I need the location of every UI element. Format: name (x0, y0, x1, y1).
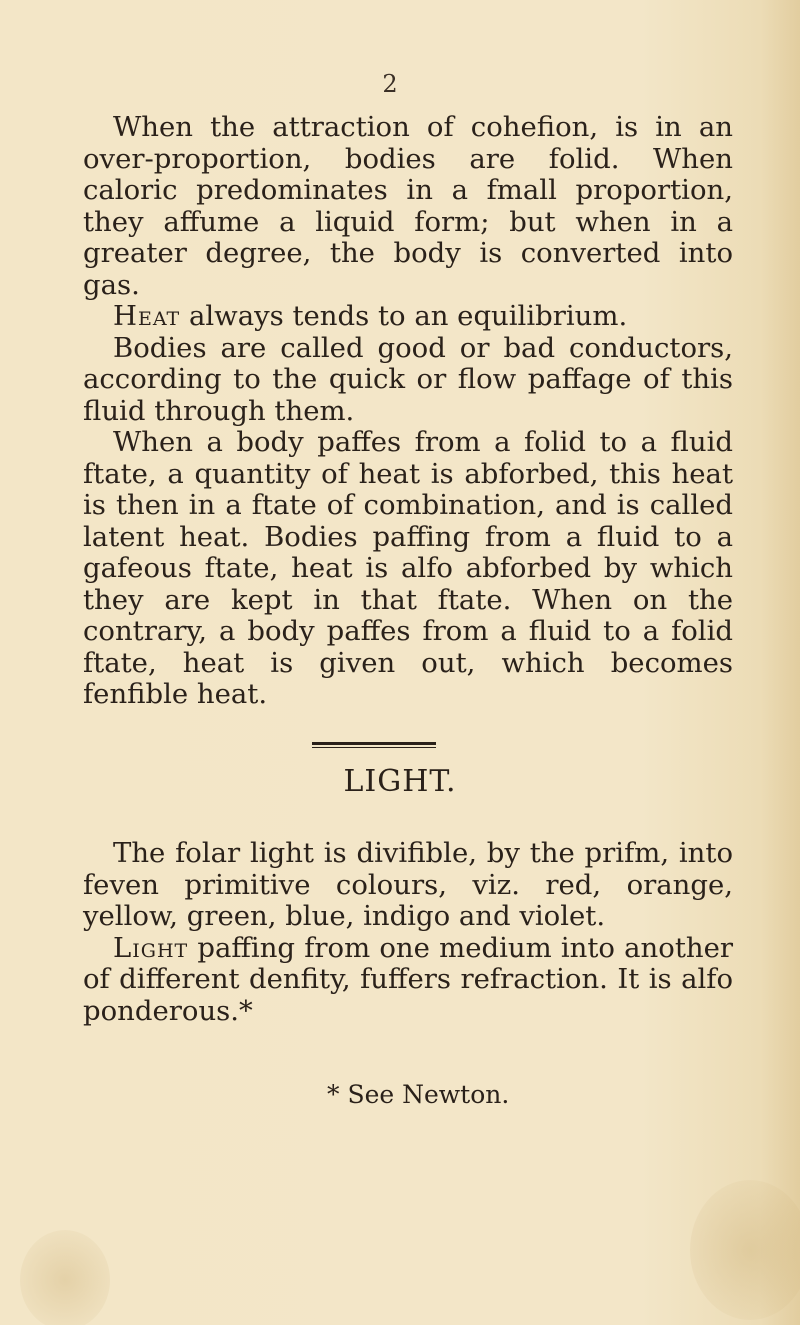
small-caps-word: Heat (113, 300, 181, 332)
paragraph-text: paffing from one medium into another of different denfity, fuffers refraction. It is alfo ponderous.* (83, 931, 733, 1027)
paragraph-heat (83, 301, 733, 333)
paragraph-latent-heat: When a body paffes from a folid to a fluid ftate, a quantity of heat is abforbed, this heat is then in a ftate of combination, and is called latent heat. Bodies paffing from a fluid to a gafeous ftate, heat is alfo abforbed by which they are kept in that ftate. When on the contrary, a body paffes from a fluid to a folid ftate, heat is given out, which becomes fenfible heat. (83, 426, 733, 710)
section-heading: LIGHT. (343, 764, 457, 799)
paragraph-cohesion: When the attraction of cohefion, is in an over-proportion, bodies are folid. When caloric predominates in a fmall proportion, they affume a liquid form; but when in a greater degree, the body is converted into gas. (83, 111, 733, 301)
paper-stain (690, 1180, 800, 1320)
section-divider (312, 742, 436, 750)
divider-rule-thick (312, 742, 436, 745)
paragraph-text: always tends to an equilibrium. (180, 300, 628, 332)
paper-stain (20, 1230, 110, 1325)
paragraph-prism: The folar light is divifible, by the prifm, into feven primitive colours, viz. red, orange, yellow, green, blue, indigo and violet. (83, 837, 733, 932)
paragraph-refraction (83, 933, 733, 1028)
body-text (83, 112, 733, 711)
light-text (83, 838, 733, 1027)
footnote: * See Newton. (327, 1080, 510, 1109)
page-number: 2 (382, 70, 398, 98)
paragraph-conductors: Bodies are called good or bad conductors, according to the quick or flow paffage of this fluid through them. (83, 331, 733, 427)
small-caps-word: Light (113, 931, 189, 964)
divider-rule-thin (312, 747, 436, 748)
